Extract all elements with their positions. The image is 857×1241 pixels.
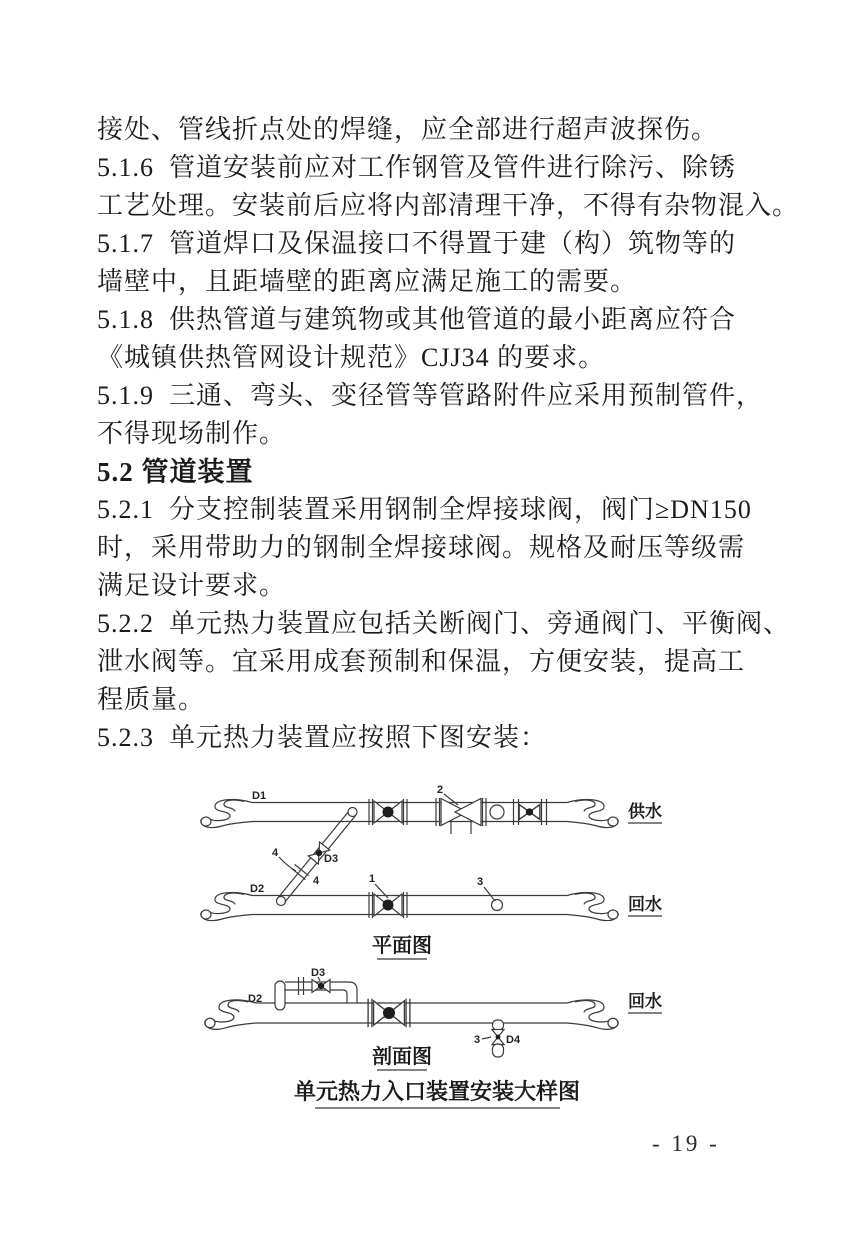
label-4-lower: 4: [313, 875, 320, 887]
label-2: 2: [437, 784, 444, 796]
return-pipe: [201, 892, 618, 921]
label-supply-water: 供水: [628, 802, 662, 821]
label-return-water: 回水: [628, 895, 662, 914]
bypass-loop: [275, 977, 357, 1010]
text-line: 泄水阀等。宜采用成套预制和保温，方便安装，提高工: [97, 647, 746, 676]
pipe-break: [567, 1000, 618, 1029]
text-line: 工艺处理。安装前后应将内部清理干净，不得有杂物混入。: [97, 191, 800, 220]
section-caption: 剖面图: [372, 1046, 432, 1068]
pipe-break: [567, 893, 618, 921]
text-line: 满足设计要求。: [97, 571, 287, 600]
label-3: 3: [477, 876, 484, 888]
drain-valve-d4: [492, 1030, 504, 1045]
text-line: 5.1.6 管道安装前应对工作钢管及管件进行除污、除锈: [97, 153, 737, 182]
text-line: 5.1.9 三通、弯头、变径管等管路附件应采用预制管件，: [97, 381, 764, 410]
label-return-water-section: 回水: [628, 992, 662, 1011]
bypass-pipe: [277, 808, 358, 906]
leader-line: [279, 857, 296, 871]
figure-title: 单元热力入口装置安装大样图: [293, 1079, 581, 1104]
flange: [299, 977, 304, 995]
label-d3: D3: [324, 853, 339, 865]
text-line: 时，采用带助力的钢制全焊接球阀。规格及耐压等级需: [97, 533, 746, 562]
text-line: 不得现场制作。: [97, 419, 287, 448]
label-d2: D2: [250, 883, 265, 895]
text-line: 5.2.1 分支控制装置采用钢制全焊接球阀，阀门≥DN150: [97, 495, 752, 524]
plan-caption: 平面图: [372, 935, 432, 957]
text-line: 5.1.8 供热管道与建筑物或其他管道的最小距离应符合: [97, 305, 737, 334]
pipe-diagram: [180, 770, 680, 1115]
body-text: [97, 111, 800, 757]
flange: [291, 864, 308, 879]
pipe-break: [201, 800, 252, 828]
label-1: 1: [369, 873, 376, 885]
page-number: - 19 -: [652, 1131, 720, 1156]
pipe-break: [567, 800, 618, 828]
text-line: 5.2 管道装置: [97, 457, 254, 487]
text-line: 5.2.3 单元热力装置应按照下图安装：: [97, 723, 548, 752]
text-line: 5.1.7 管道焊口及保温接口不得置于建（构）筑物等的: [97, 229, 737, 258]
gate-valve-2: [436, 798, 486, 834]
leader-line: [482, 1037, 491, 1039]
label-4-upper: 4: [272, 847, 279, 859]
section-view: [205, 967, 662, 1070]
drain-assembly: [482, 1020, 504, 1057]
label-d4: D4: [506, 1034, 521, 1046]
valve: [519, 805, 540, 820]
label-d2-section: D2: [248, 993, 263, 1005]
text-line: 程质量。: [97, 685, 206, 714]
plan-view: [201, 784, 662, 959]
text-line: 《城镇供热管网设计规范》CJJ34 的要求。: [97, 343, 606, 372]
text-line: 5.2.2 单元热力装置应包括关断阀门、旁通阀门、平衡阀、: [97, 609, 791, 638]
label-d1: D1: [252, 790, 267, 802]
text-line: 墙壁中，且距墙壁的距离应满足施工的需要。: [97, 267, 638, 296]
return-pipe-section: [205, 999, 618, 1030]
supply-pipe: [201, 798, 618, 834]
gauge-tap: [490, 805, 504, 819]
leader-line: [484, 887, 495, 901]
figure-unit-heating-inlet: [180, 770, 680, 1115]
pipe-break: [201, 893, 252, 921]
text-line: 接处、管线折点处的焊缝，应全部进行超声波探伤。: [97, 115, 719, 144]
label-3-section: 3: [474, 1034, 481, 1046]
drain-tap-3: [492, 900, 503, 911]
label-d3-section: D3: [311, 967, 326, 979]
